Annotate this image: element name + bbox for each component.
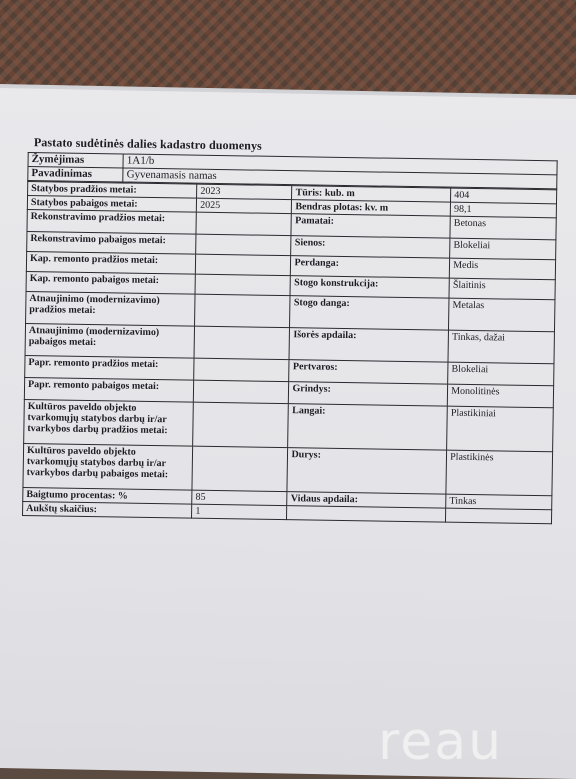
field-label: Kultūros paveldo objekto tvarkomųjų statybos darbų ir/ar tvarkybos darbų pradžios metai: bbox=[24, 399, 194, 446]
property-label: Stogo konstrukcija: bbox=[290, 276, 449, 298]
property-value: Blokeliai bbox=[448, 362, 554, 386]
property-label: Langai: bbox=[288, 404, 447, 450]
field-value: 1 bbox=[192, 504, 287, 519]
field-value: 2023 bbox=[197, 184, 292, 199]
property-label bbox=[287, 506, 446, 522]
field-label: Rekonstravimo pradžios metai: bbox=[27, 209, 197, 234]
watermark-logo: reau bbox=[378, 712, 504, 772]
document-title: Pastato sudėtinės dalies kadastro duomenys bbox=[33, 135, 262, 153]
field-value bbox=[192, 446, 288, 491]
field-value bbox=[194, 358, 290, 381]
field-value: 85 bbox=[192, 490, 287, 505]
property-value: Tinkas bbox=[446, 494, 552, 510]
property-label: Pamatai: bbox=[291, 214, 450, 238]
cadastre-data-table bbox=[22, 181, 557, 524]
field-value bbox=[194, 326, 290, 359]
designation-label: Žymėjimas bbox=[28, 153, 123, 168]
property-value: Plastikinės bbox=[446, 450, 553, 496]
field-label: Statybos pradžios metai: bbox=[28, 182, 197, 199]
field-label: Kap. remonto pabaigos metai: bbox=[26, 271, 196, 294]
field-value bbox=[194, 380, 290, 403]
property-label: Tūris: kub. m bbox=[292, 186, 451, 202]
field-value bbox=[195, 274, 291, 295]
property-value: Monolitinės bbox=[447, 384, 553, 408]
field-label: Baigtumo procentas: % bbox=[23, 487, 192, 504]
property-label: Grindys: bbox=[289, 382, 448, 406]
field-label: Papr. remonto pabaigos metai: bbox=[24, 377, 194, 402]
field-value bbox=[196, 234, 292, 255]
field-label: Atnaujinimo (modernizavimo) pradžios metai: bbox=[26, 291, 196, 326]
property-label: Vidaus apdaila: bbox=[287, 492, 446, 508]
field-label: Rekonstravimo pabaigos metai: bbox=[27, 231, 197, 254]
property-value: Šlaitinis bbox=[449, 278, 555, 300]
property-value: 404 bbox=[451, 188, 557, 204]
field-value bbox=[196, 254, 292, 275]
property-label: Perdanga: bbox=[291, 256, 450, 278]
property-label: Sienos: bbox=[291, 236, 450, 258]
property-value: Tinkas, dažai bbox=[448, 330, 554, 364]
property-label: Durys: bbox=[287, 448, 446, 494]
property-value bbox=[446, 508, 552, 524]
field-value bbox=[196, 212, 292, 235]
field-value: 2025 bbox=[197, 198, 292, 213]
field-label: Aukštų skaičius: bbox=[23, 501, 192, 518]
name-value: Gyvenamasis namas bbox=[123, 168, 557, 189]
field-label: Kap. remonto pradžios metai: bbox=[26, 251, 196, 274]
cadastre-document bbox=[22, 135, 558, 524]
designation-value: 1A1/b bbox=[123, 154, 557, 175]
property-label: Bendras plotas: kv. m bbox=[292, 200, 451, 216]
name-label: Pavadinimas bbox=[28, 167, 123, 182]
property-label: Stogo danga: bbox=[290, 296, 449, 330]
field-label: Papr. remonto pradžios metai: bbox=[25, 355, 195, 380]
property-value: Medis bbox=[449, 258, 555, 280]
field-label: Statybos pabaigos metai: bbox=[27, 196, 196, 213]
property-value: Plastikiniai bbox=[447, 406, 554, 452]
field-label: Kultūros paveldo objekto tvarkomųjų statybos darbų ir/ar tvarkybos darbų pabaigos metai: bbox=[23, 443, 193, 490]
property-value: 98,1 bbox=[450, 202, 556, 218]
field-value bbox=[195, 294, 291, 327]
field-value bbox=[193, 402, 289, 447]
property-value: Betonas bbox=[450, 216, 556, 240]
property-label: Išorės apdaila: bbox=[289, 328, 448, 362]
property-value: Blokeliai bbox=[450, 238, 556, 260]
property-value: Metalas bbox=[449, 298, 555, 332]
property-label: Pertvaros: bbox=[289, 360, 448, 384]
field-label: Atnaujinimo (modernizavimo) pabaigos metai: bbox=[25, 323, 195, 358]
